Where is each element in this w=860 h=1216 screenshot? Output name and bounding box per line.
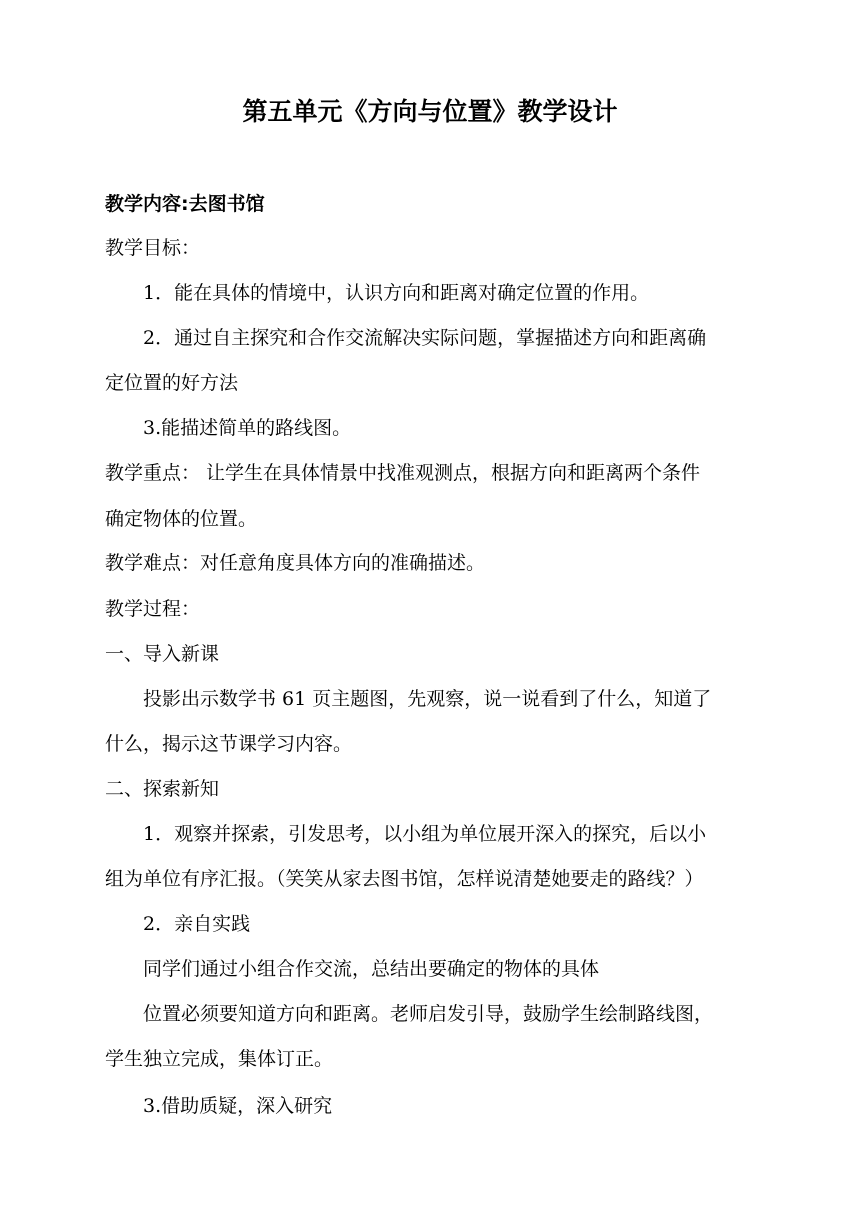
- document-title: 第五单元《方向与位置》教学设计: [242, 97, 618, 126]
- section-2-paragraph-line-2: 位置必须要知道方向和距离。老师启发引导，鼓励学生绘制路线图，: [143, 1003, 714, 1025]
- section-2-item-1-line-1: 1．观察并探索，引发思考，以小组为单位展开深入的探究，后以小: [143, 823, 707, 845]
- section-2-paragraph-line-1: 同学们通过小组合作交流，总结出要确定的物体的具体: [143, 958, 600, 980]
- teaching-goals-label: 教学目标：: [105, 237, 201, 259]
- teaching-content-heading: 教学内容:去图书馆: [105, 193, 265, 215]
- section-2-heading: 二、探索新知: [105, 778, 220, 800]
- difficult-points: 教学难点：对任意角度具体方向的准确描述。: [105, 552, 486, 574]
- key-points-line-2: 确定物体的位置。: [105, 508, 258, 530]
- section-1-heading: 一、导入新课: [105, 643, 220, 665]
- teaching-process-label: 教学过程：: [105, 598, 201, 620]
- goal-3: 3.能描述简单的路线图。: [143, 417, 352, 439]
- section-2-item-2: 2．亲自实践: [143, 913, 251, 935]
- section-2-paragraph-line-3: 学生独立完成，集体订正。: [105, 1048, 334, 1070]
- section-1-paragraph-line-1: 投影出示数学书 61 页主题图，先观察，说一说看到了什么，知道了: [143, 688, 712, 710]
- goal-1: 1．能在具体的情境中，认识方向和距离对确定位置的作用。: [143, 282, 650, 304]
- goal-2-line-1: 2．通过自主探究和合作交流解决实际问题，掌握描述方向和距离确: [143, 327, 707, 349]
- section-2-item-1-line-2: 组为单位有序汇报。（笑笑从家去图书馆，怎样说清楚她要走的路线？）: [105, 868, 704, 890]
- section-2-item-3: 3.借助质疑，深入研究: [143, 1095, 333, 1117]
- key-points-line-1: 教学重点： 让学生在具体情景中找准观测点，根据方向和距离两个条件: [105, 462, 701, 484]
- goal-2-line-2: 定位置的好方法: [105, 372, 239, 394]
- section-1-paragraph-line-2: 什么，揭示这节课学习内容。: [105, 733, 353, 755]
